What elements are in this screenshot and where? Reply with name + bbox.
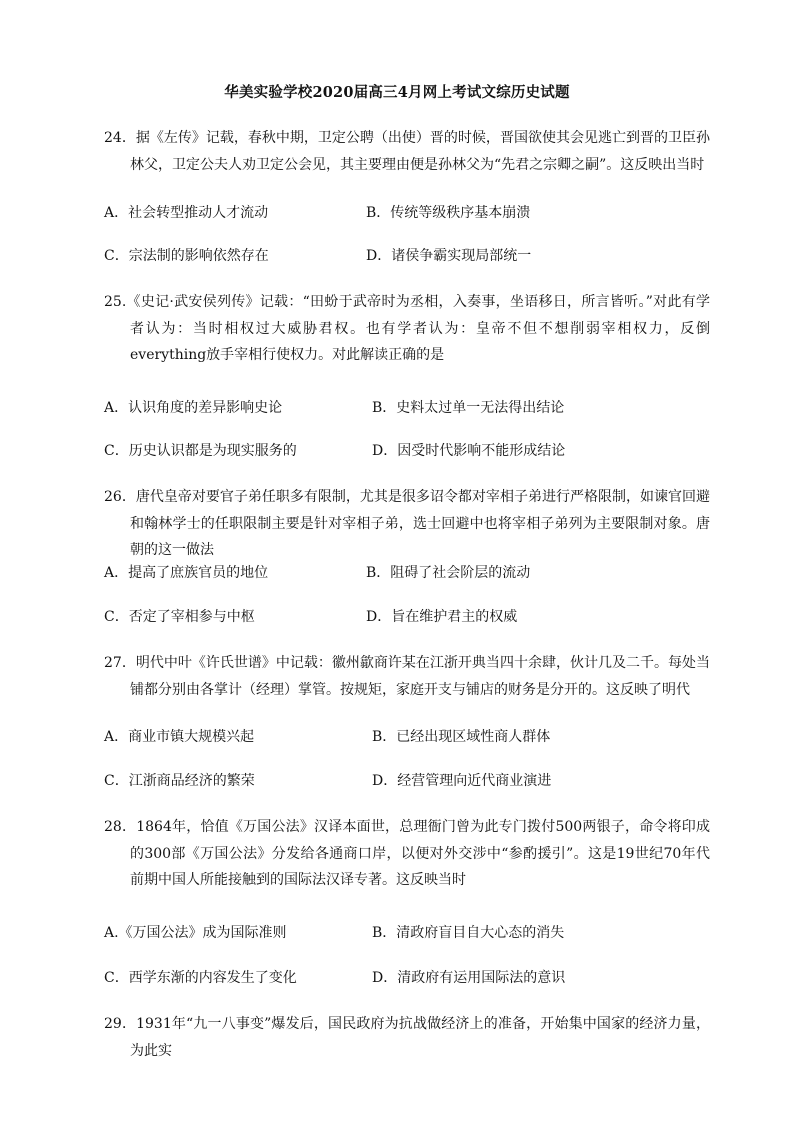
question-25-option-d: D．因受时代影响不能形成结论 <box>372 443 566 459</box>
question-27-option-b: B．已经出现区域性商人群体 <box>372 729 551 745</box>
question-27-option-c: C．江浙商品经济的繁荣 <box>104 773 255 789</box>
question-24-option-b: B．传统等级秩序基本崩溃 <box>366 205 531 221</box>
question-28-stem: 28．1864年，恰值《万国公法》汉译本面世，总理衙门曾为此专门拨付500两银子，命令将印成的300部《万国公法》分发给各通商口岸，以便对外交涉中“参酌援引”。这是19世纪70年代前期中国人所能接触到的国际法汉译专著。这反映当时 <box>104 819 710 888</box>
question-25-stem: 25.《史记·武安侯列传》记载：“田蚡于武帝时为丞相，入奏事，坐语移日，所言皆听。”对此有学者认为：当时相权过大威胁君权。也有学者认为：皇帝不但不想削弱宰相权力，反倒everything放手宰相行使权力。对此解读正确的是 <box>104 294 710 363</box>
question-27-option-a: A．商业市镇大规模兴起 <box>104 729 255 745</box>
question-26-stem: 26．唐代皇帝对要官子弟任职多有限制，尤其是很多诏令都对宰相子弟进行严格限制，如谏官回避和翰林学士的任职限制主要是针对宰相子弟，选士回避中也将宰相子弟列为主要限制对象。唐朝的这一做法 <box>104 489 710 558</box>
question-28-option-a: A.《万国公法》成为国际准则 <box>104 925 287 941</box>
question-24-stem: 24．据《左传》记载，春秋中期，卫定公聘（出使）晋的时候，晋国欲使其会见逃亡到晋的卫臣孙林父，卫定公夫人劝卫定公会见，其主要理由便是孙林父为“先君之宗卿之嗣”。这反映出当时 <box>104 130 710 173</box>
question-26-option-c: C．否定了宰相参与中枢 <box>104 609 255 625</box>
question-25-option-c: C．历史认识都是为现实服务的 <box>104 443 297 459</box>
question-24-option-d: D．诸侯争霸实现局部统一 <box>366 248 532 264</box>
question-26-option-b: B．阻碍了社会阶层的流动 <box>366 565 531 581</box>
question-27-stem: 27．明代中叶《许氏世谱》中记载：徽州歙商许某在江浙开典当四十余肆，伙计几及二千。每处当铺都分别由各掌计（经理）掌管。按规矩，家庭开支与铺店的财务是分开的。这反映了明代 <box>104 655 710 698</box>
question-24-option-a: A．社会转型推动人才流动 <box>104 205 269 221</box>
question-29-stem: 29．1931年“九一八事变”爆发后，国民政府为抗战做经济上的准备，开始集中国家的经济力量，为此实 <box>104 1016 710 1059</box>
question-25-option-b: B．史料太过单一无法得出结论 <box>372 400 565 416</box>
question-24-option-c: C．宗法制的影响依然存在 <box>104 248 269 264</box>
question-28-option-b: B．清政府盲目自大心态的消失 <box>372 925 565 941</box>
question-26-option-d: D．旨在维护君主的权威 <box>366 609 518 625</box>
question-28-option-c: C．西学东渐的内容发生了变化 <box>104 970 297 986</box>
question-28-option-d: D．清政府有运用国际法的意识 <box>372 970 566 986</box>
question-25-option-a: A．认识角度的差异影响史论 <box>104 400 283 416</box>
question-26-option-a: A．提高了庶族官员的地位 <box>104 565 269 581</box>
question-27-option-d: D．经营管理向近代商业演进 <box>372 773 552 789</box>
page-title: 华美实验学校2020届高三4月网上考试文综历史试题 <box>224 84 570 101</box>
